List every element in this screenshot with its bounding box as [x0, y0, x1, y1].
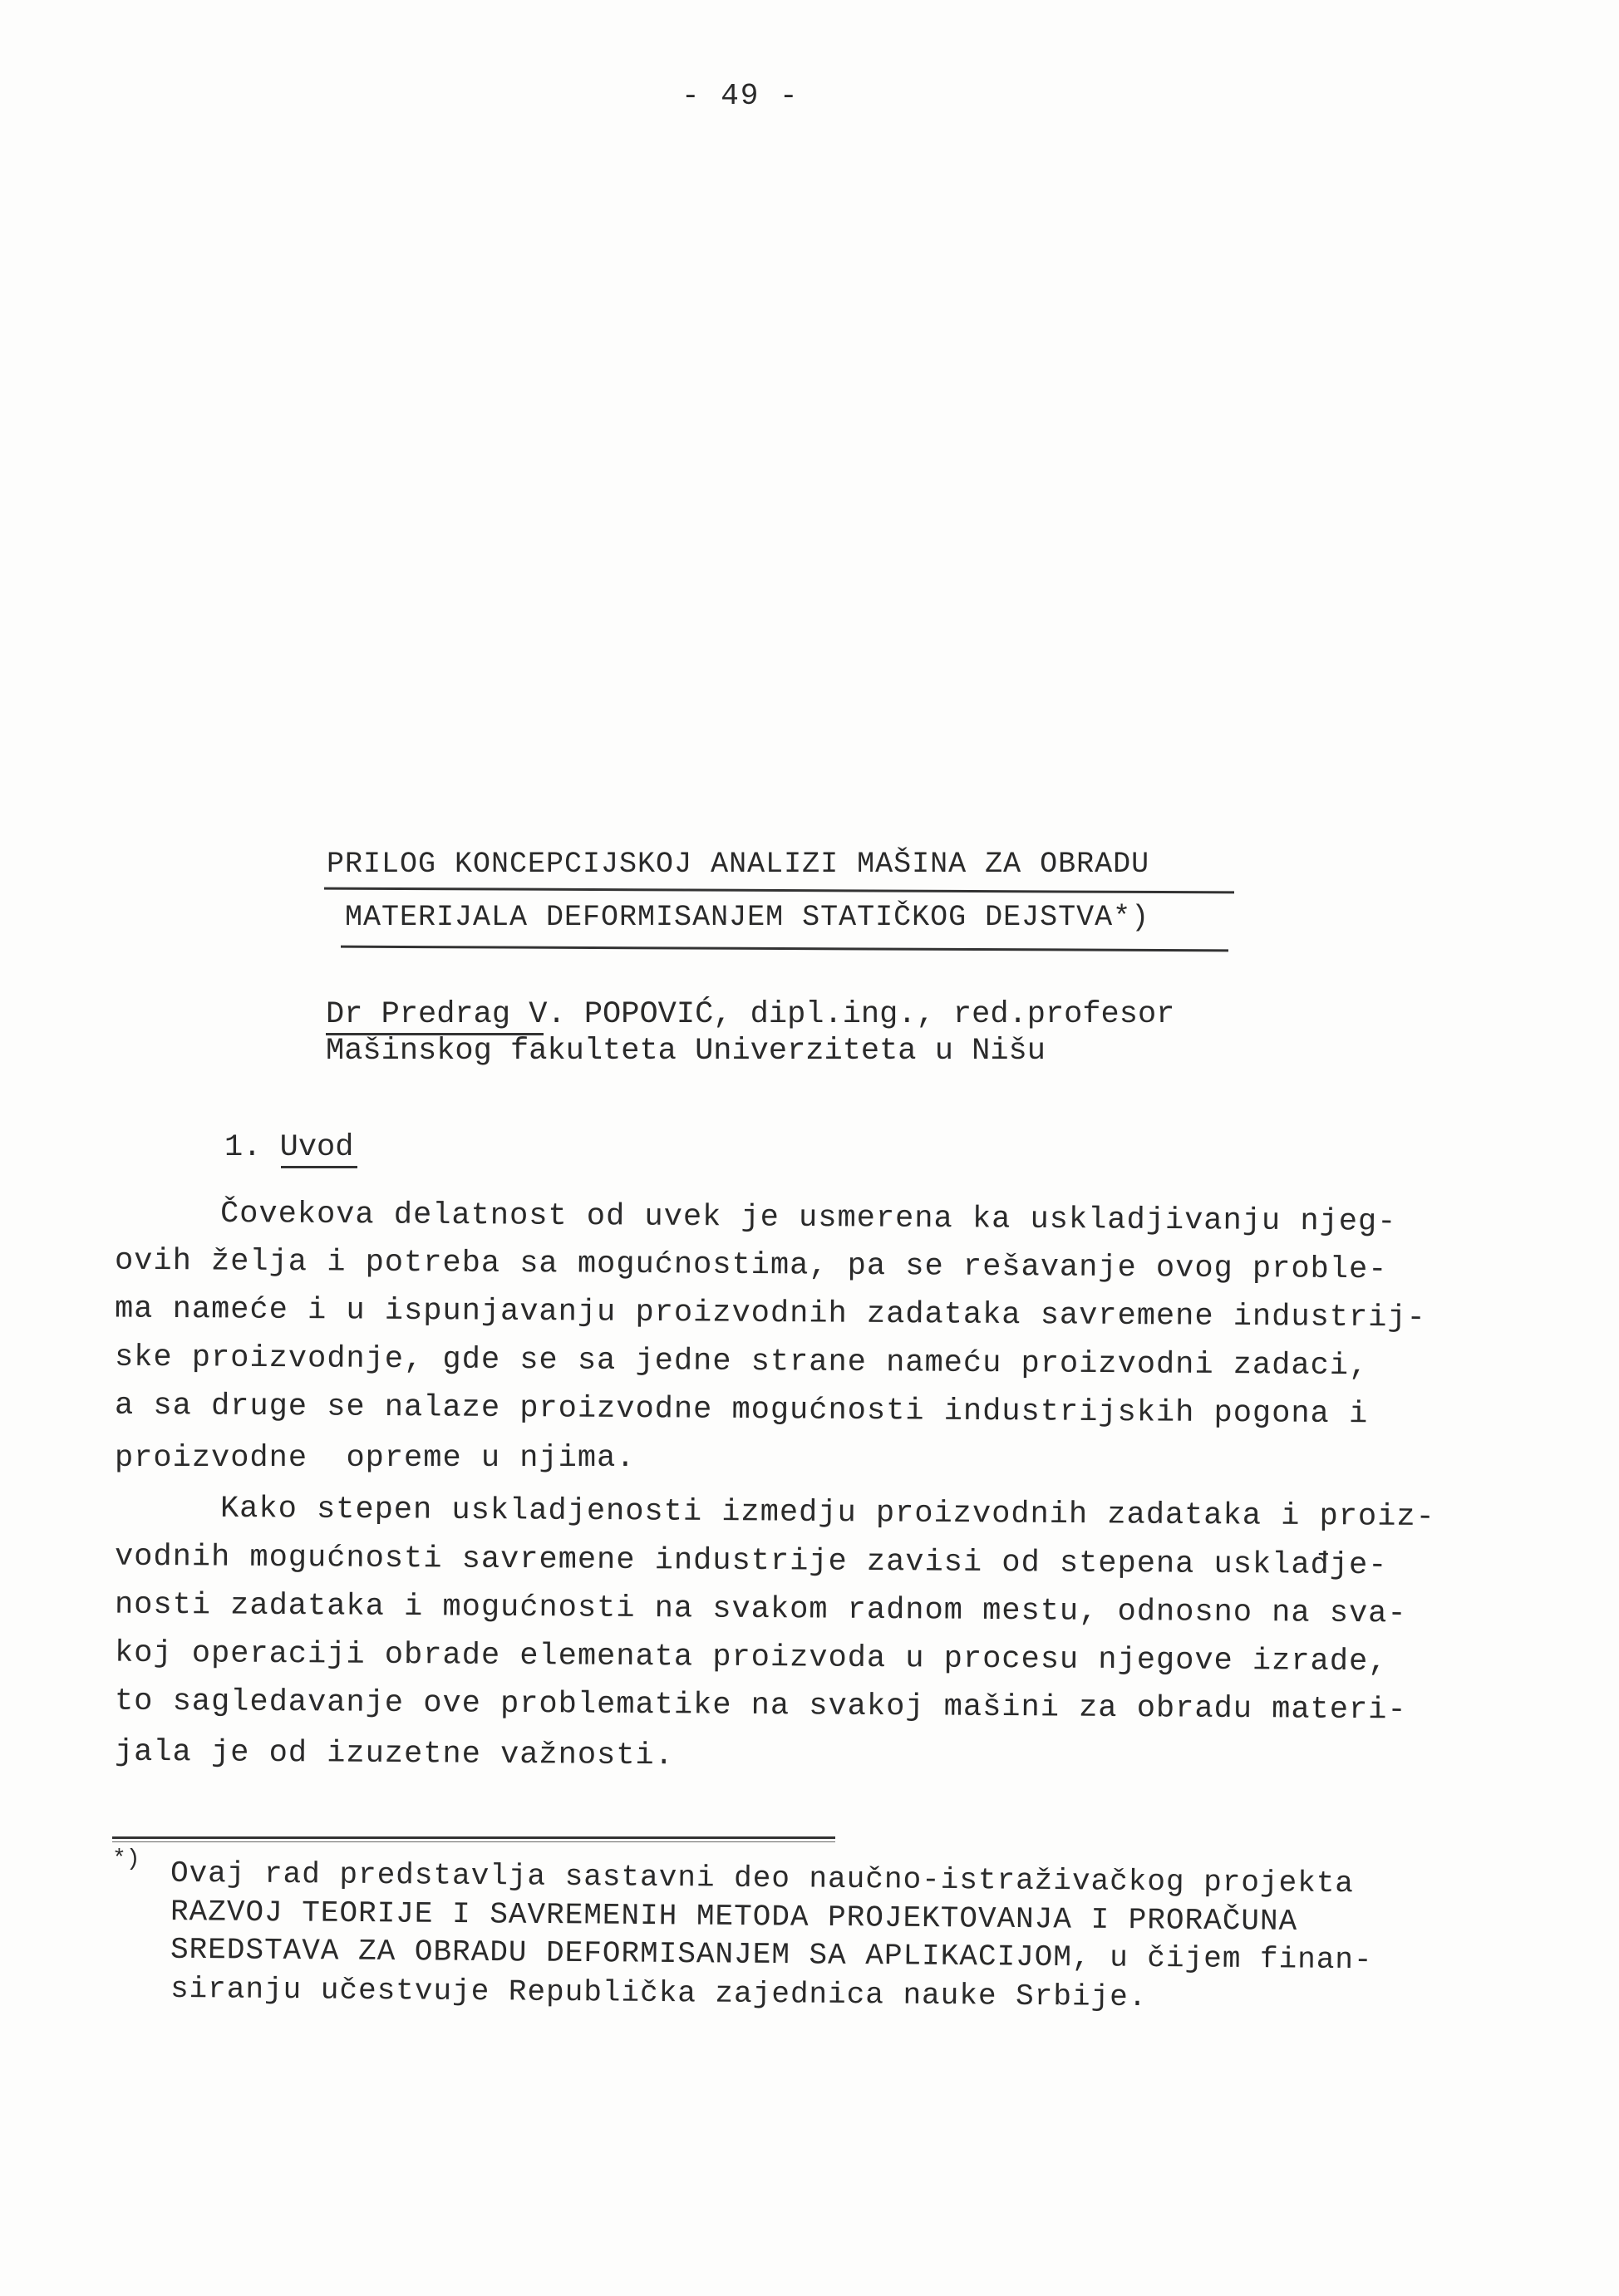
paragraph-2-line-6: jala je od izuzetne važnosti. [114, 1734, 675, 1774]
paragraph-2-line-5: to sagledavanje ove problematike na svakoj mašini za obradu materi- [114, 1684, 1407, 1728]
footnote-separator [112, 1836, 835, 1839]
paragraph-2-line-1: Kako stepen uskladjenosti izmedju proizvodnih zadataka i proiz- [219, 1491, 1435, 1536]
paragraph-1-line-2: ovih želja i potreba sa mogućnostima, pa se rešavanje ovog proble- [114, 1243, 1388, 1288]
paragraph-1-line-3: ma nameće i u ispunjavanju proizvodnih zadataka savremene industrij- [114, 1291, 1426, 1336]
footnote-marker: *) [112, 1846, 140, 1872]
section-number: 1. [224, 1130, 262, 1165]
footnote-line-3: SREDSTAVA ZA OBRADU DEFORMISANJEM SA APLIKACIJOM, u čijem finan- [170, 1932, 1373, 1978]
title-line-2: MATERIJALA DEFORMISANJEM STATIČKOG DEJSTVA*) [345, 901, 1150, 934]
footnote-separator-thin [112, 1841, 835, 1842]
paragraph-1-line-1: Čovekova delatnost od uvek je usmerena ka uskladjivanju njeg- [219, 1197, 1397, 1240]
footnote-line-1: Ovaj rad predstavlja sastavni deo naučno-istraživačkog projekta [170, 1856, 1355, 1901]
paragraph-2-line-4: koj operaciji obrade elemenata proizvoda u procesu njegove izrade, [114, 1635, 1388, 1680]
paragraph-1-line-5: a sa druge se nalaze proizvodne mogućnosti industrijskih pogona i [114, 1388, 1369, 1433]
title-underline-2 [341, 946, 1228, 952]
paragraph-1-line-4: ske proizvodnje, gde se sa jedne strane nameću proizvodni zadaci, [114, 1340, 1369, 1384]
footnote-line-4: siranju učestvuje Republička zajednica nauke Srbije. [170, 1971, 1148, 2015]
title-underline-1 [324, 887, 1234, 894]
page-number: - 49 - [682, 79, 800, 113]
paragraph-2-line-3: nosti zadataka i mogućnosti na svakom radnom mestu, odnosno na sva- [114, 1587, 1407, 1632]
title-line-1: PRILOG KONCEPCIJSKOJ ANALIZI MAŠINA ZA OBRADU [327, 848, 1150, 881]
section-title: Uvod [279, 1130, 354, 1165]
footnote-line-2: RAZVOJ TEORIJE I SAVREMENIH METODA PROJEKTOVANJA I PRORAČUNA [170, 1895, 1298, 1939]
section-underline [281, 1166, 357, 1168]
paragraph-2-line-2: vodnih mogućnosti savremene industrije zavisi od stepena usklađje- [114, 1539, 1388, 1584]
paragraph-1-line-6: proizvodne opreme u njima. [115, 1441, 636, 1476]
author-line-2: Mašinskog fakulteta Univerziteta u Nišu [326, 1034, 1046, 1069]
section-heading [224, 1130, 353, 1165]
author-line-1: Dr Predrag V. POPOVIĆ, dipl.ing., red.profesor [326, 997, 1175, 1032]
